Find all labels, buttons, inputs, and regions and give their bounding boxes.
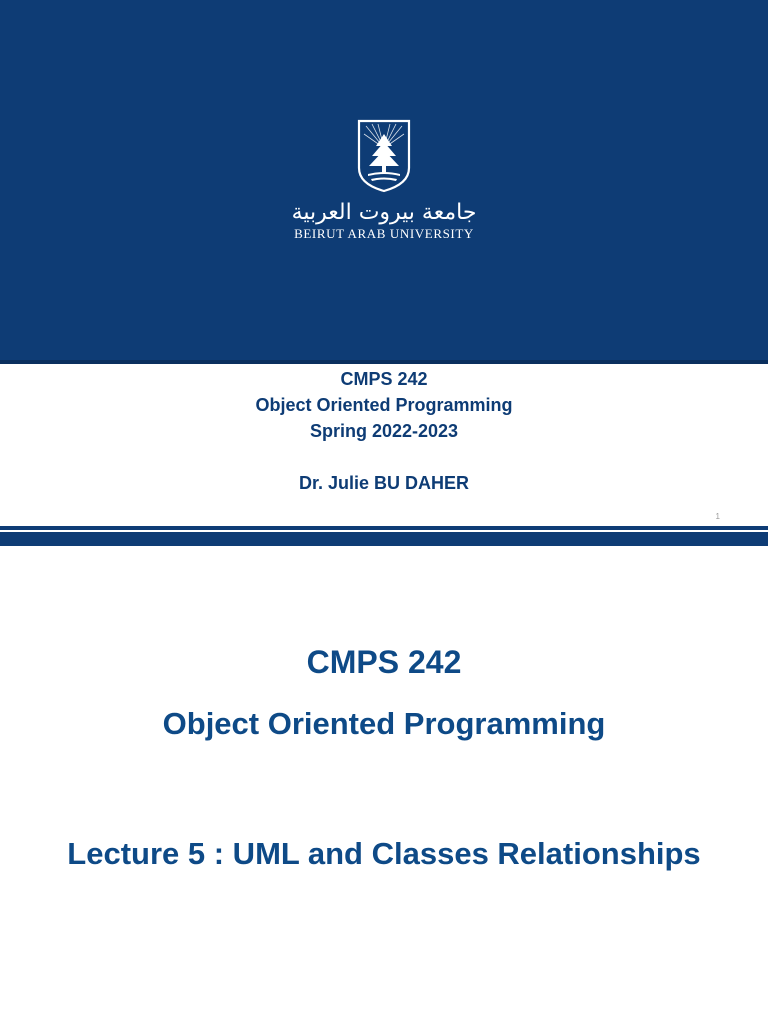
university-name-english: BEIRUT ARAB UNIVERSITY — [294, 226, 474, 241]
slide-separator-bar — [0, 526, 768, 546]
semester: Spring 2022-2023 — [309, 421, 459, 441]
lecture-course-title: Object Oriented Programming — [162, 706, 606, 741]
course-info — [0, 366, 768, 496]
course-code: CMPS 242 — [340, 369, 428, 389]
banner-divider — [0, 360, 768, 364]
lecture-course-code: CMPS 242 — [306, 644, 462, 680]
university-banner — [0, 0, 768, 360]
instructor-name: Dr. Julie BU DAHER — [298, 473, 470, 493]
lecture-slide — [0, 546, 768, 1024]
slide-number: 1 — [715, 512, 720, 521]
slide-separator-gap — [0, 530, 768, 532]
cedar-shield-icon — [356, 118, 412, 194]
course-title: Object Oriented Programming — [255, 395, 513, 415]
university-name-arabic: جامعة بيروت العربية — [291, 200, 477, 225]
spacer — [0, 444, 768, 470]
lecture-title: Lecture 5 : UML and Classes Relationships — [67, 836, 701, 871]
